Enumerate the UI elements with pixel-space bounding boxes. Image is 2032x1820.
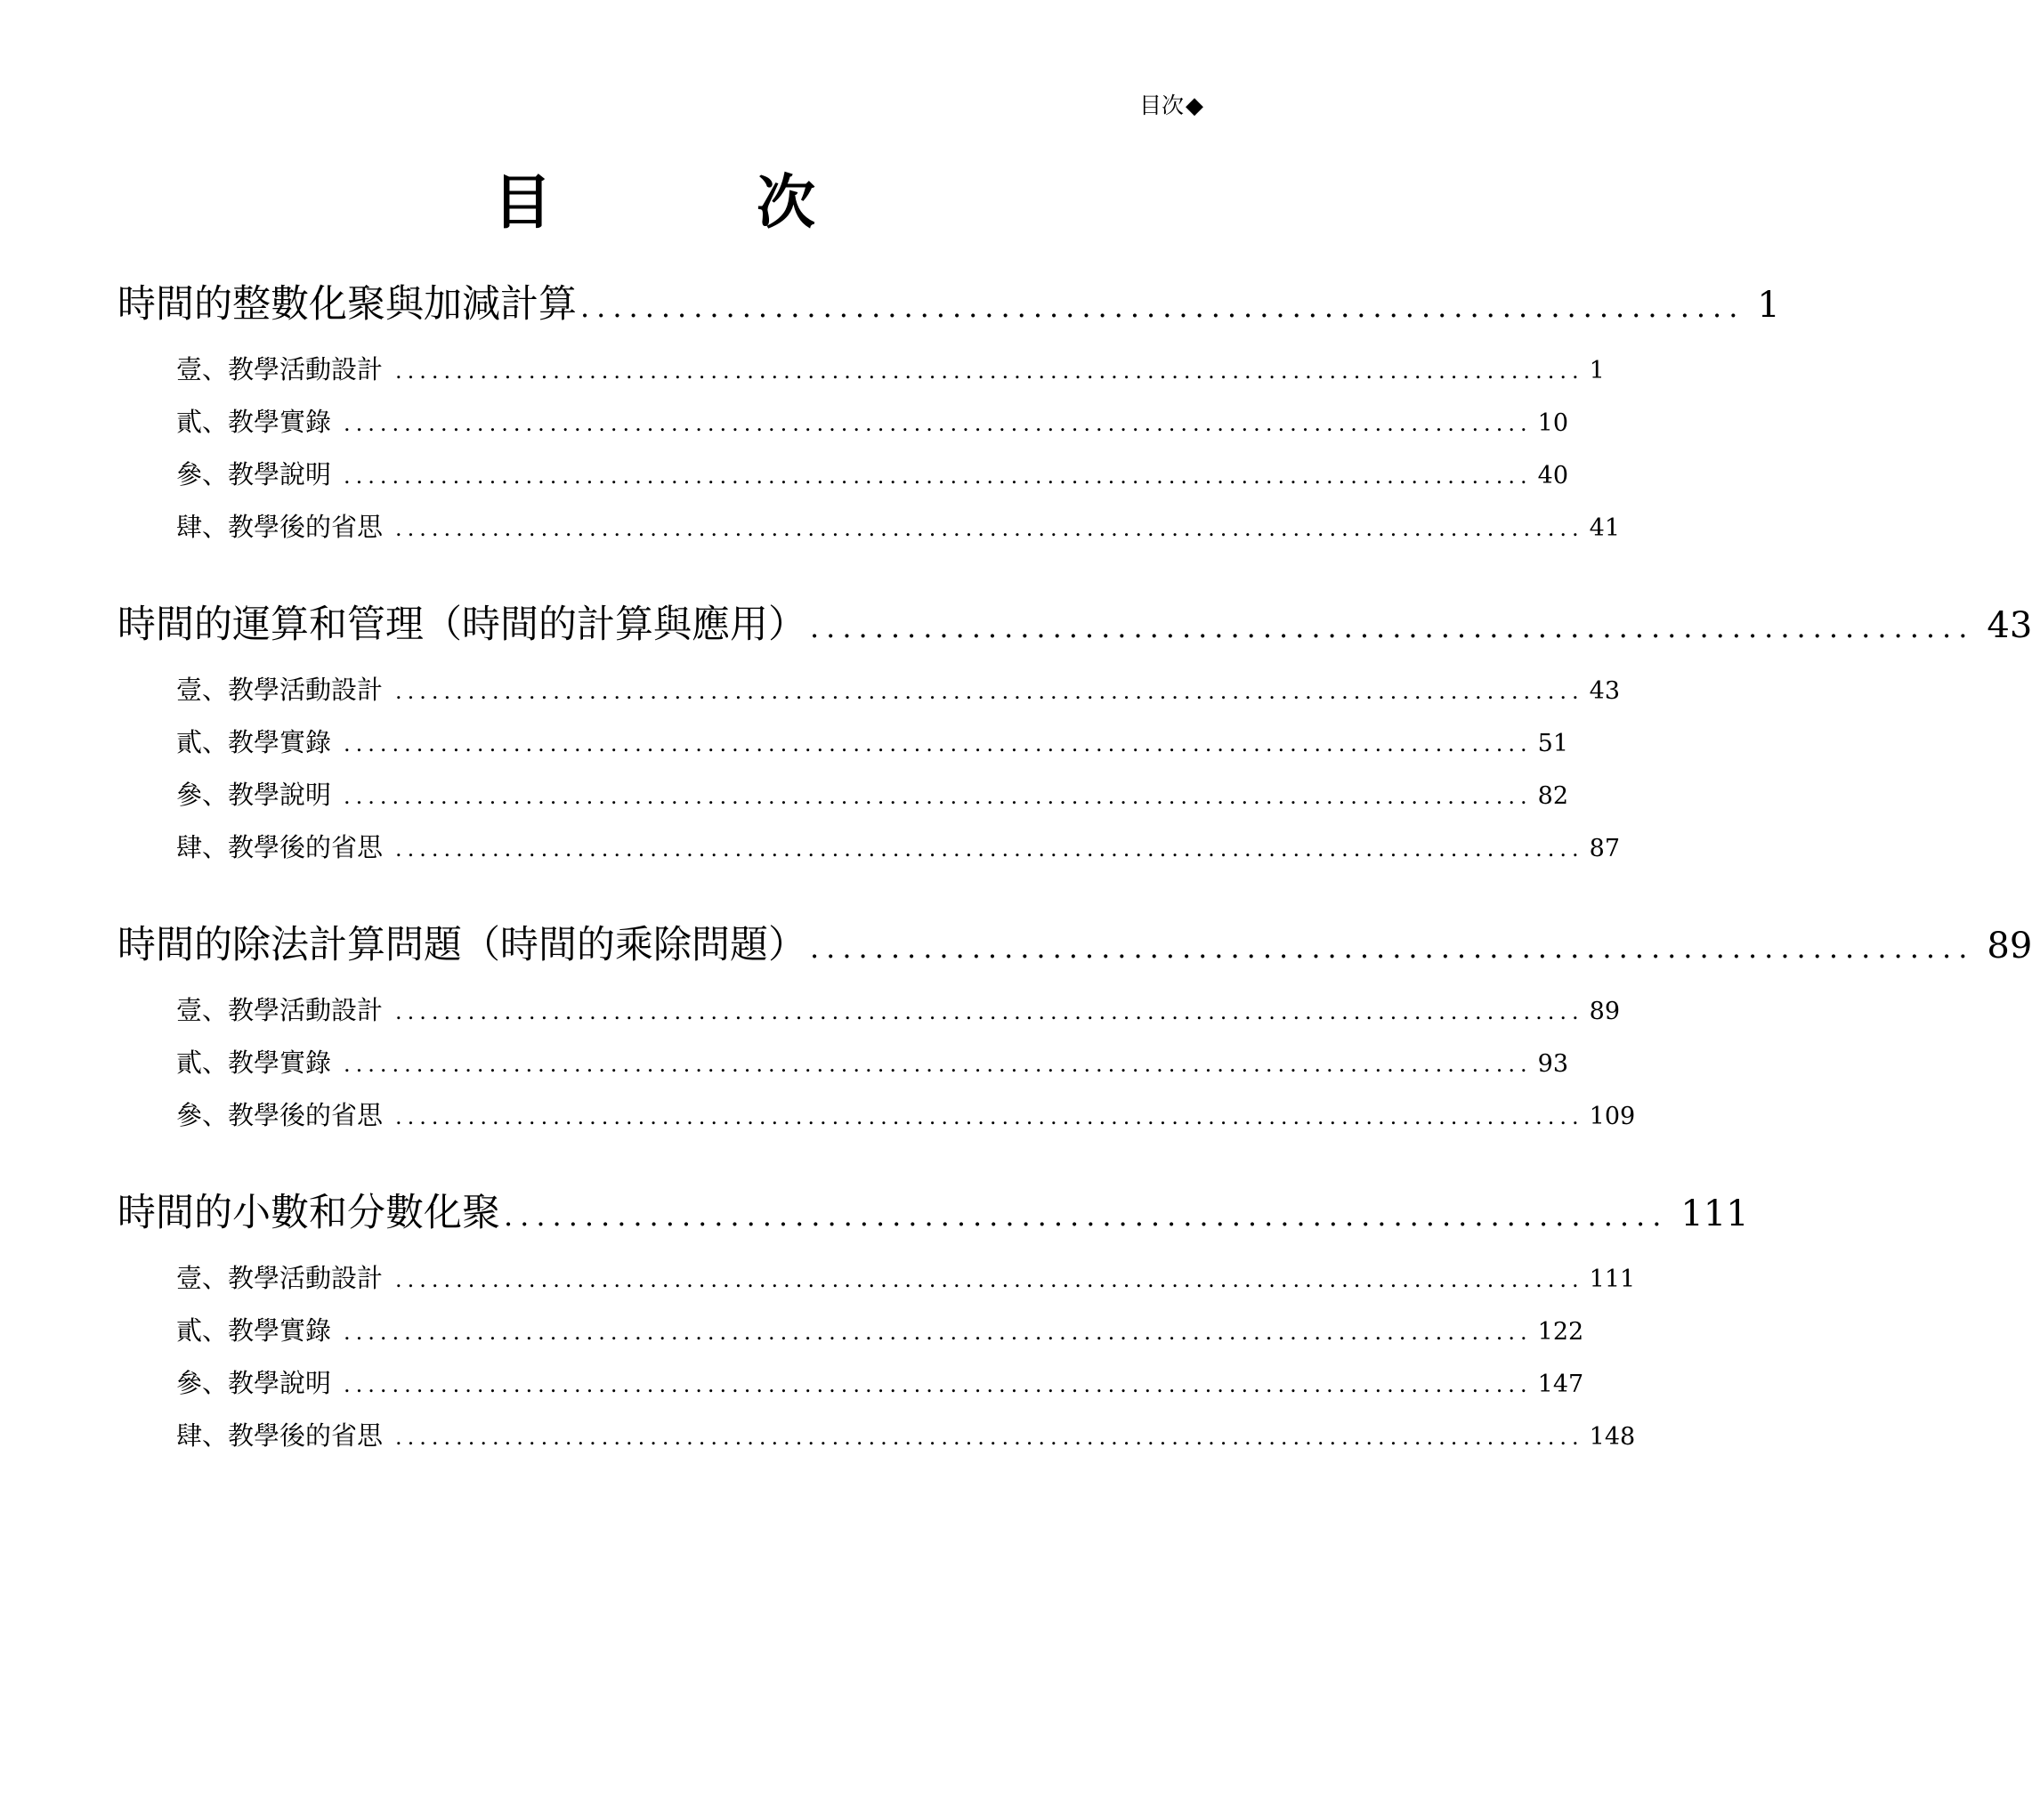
toc-entry-page: 89 bbox=[1589, 998, 1621, 1025]
dot-leader: .................................................................................................. bbox=[395, 679, 1584, 704]
toc-entry-page: 109 bbox=[1589, 1103, 1636, 1130]
dot-leader: ........................................................................ bbox=[504, 1199, 1669, 1233]
toc-entry-label: 肆、教學後的省思 bbox=[176, 512, 384, 542]
dot-leader: .................................................................................................. bbox=[395, 1267, 1584, 1292]
toc-entry-row[interactable] bbox=[176, 396, 1569, 449]
toc-entry-row[interactable] bbox=[176, 984, 1621, 1037]
toc-entry-page: 93 bbox=[1537, 1050, 1569, 1078]
toc-entry-label: 參、教學說明 bbox=[176, 780, 332, 810]
toc-entry-label: 壹、教學活動設計 bbox=[176, 675, 384, 705]
toc-section bbox=[117, 596, 2032, 874]
toc-entry-row[interactable] bbox=[176, 344, 1605, 396]
toc-section bbox=[117, 1185, 1749, 1462]
toc-chapter-row[interactable] bbox=[117, 917, 2032, 974]
toc-chapter-page: 43 bbox=[1987, 605, 2032, 646]
section-gap bbox=[117, 874, 1186, 917]
toc-section bbox=[117, 917, 2032, 1142]
toc-chapter-title: 時間的小數和分數化聚 bbox=[117, 1191, 500, 1235]
toc-chapter-title: 時間的整數化聚與加減計算 bbox=[117, 282, 577, 327]
toc-entry-page: 87 bbox=[1589, 835, 1621, 862]
dot-leader: .................................................................................................. bbox=[395, 1104, 1584, 1129]
toc-entry-label: 肆、教學後的省思 bbox=[176, 1420, 384, 1451]
toc-entry-label: 參、教學後的省思 bbox=[176, 1100, 384, 1130]
toc-entry-label: 貳、教學實錄 bbox=[176, 727, 332, 757]
dot-leader: .................................................................................................. bbox=[395, 516, 1584, 541]
dot-leader: .................................................................................................. bbox=[395, 837, 1584, 861]
dot-leader: .................................................................................................. bbox=[344, 732, 1533, 756]
toc-entry-page: 111 bbox=[1589, 1266, 1636, 1293]
toc-entry-row[interactable] bbox=[176, 1252, 1636, 1305]
toc-entry-label: 貳、教學實錄 bbox=[176, 407, 332, 437]
table-of-contents bbox=[117, 276, 2032, 1462]
toc-entries bbox=[117, 664, 1621, 874]
toc-entry-page: 122 bbox=[1537, 1318, 1584, 1346]
toc-entry-page: 1 bbox=[1589, 357, 1605, 384]
toc-entry-row[interactable] bbox=[176, 769, 1569, 821]
toc-chapter-page: 89 bbox=[1987, 926, 2032, 967]
toc-entries bbox=[117, 344, 1621, 554]
toc-entry-label: 貳、教學實錄 bbox=[176, 1048, 332, 1078]
toc-entry-label: 參、教學說明 bbox=[176, 459, 332, 489]
running-header-title: 目次 bbox=[1138, 93, 1184, 118]
dot-leader: ........................................................................ bbox=[580, 290, 1745, 324]
dot-leader: ........................................................................ bbox=[810, 611, 1975, 644]
running-header bbox=[1139, 93, 1203, 119]
dot-leader: .................................................................................................. bbox=[344, 1372, 1533, 1397]
toc-chapter-row[interactable] bbox=[117, 596, 2032, 653]
toc-entry-row[interactable] bbox=[176, 664, 1621, 716]
section-gap bbox=[117, 1142, 1186, 1185]
toc-chapter-title: 時間的運算和管理（時間的計算與應用） bbox=[117, 603, 806, 647]
dot-leader: .................................................................................................. bbox=[344, 464, 1533, 489]
dot-leader: .................................................................................................. bbox=[344, 1320, 1533, 1345]
toc-chapter-row[interactable] bbox=[117, 276, 1780, 333]
toc-entry-page: 147 bbox=[1537, 1371, 1584, 1398]
dot-leader: .................................................................................................. bbox=[344, 1052, 1533, 1077]
toc-entry-label: 壹、教學活動設計 bbox=[176, 1263, 384, 1293]
toc-entry-label: 貳、教學實錄 bbox=[176, 1315, 332, 1346]
toc-entry-page: 51 bbox=[1537, 730, 1569, 757]
toc-entry-label: 壹、教學活動設計 bbox=[176, 354, 384, 384]
toc-entry-label: 肆、教學後的省思 bbox=[176, 832, 384, 862]
dot-leader: ........................................................................ bbox=[810, 931, 1975, 965]
dot-leader: .................................................................................................. bbox=[395, 1425, 1584, 1450]
toc-entry-page: 10 bbox=[1537, 409, 1569, 437]
toc-entry-page: 40 bbox=[1537, 462, 1569, 489]
toc-entry-page: 148 bbox=[1589, 1423, 1636, 1451]
toc-entry-row[interactable] bbox=[176, 1305, 1584, 1357]
toc-entry-row[interactable] bbox=[176, 1037, 1569, 1089]
toc-entry-page: 43 bbox=[1589, 677, 1621, 705]
toc-entry-row[interactable] bbox=[176, 1089, 1636, 1142]
toc-chapter-row[interactable] bbox=[117, 1185, 1749, 1242]
toc-entry-row[interactable] bbox=[176, 449, 1569, 501]
toc-entries bbox=[117, 984, 1636, 1142]
toc-entry-row[interactable] bbox=[176, 1410, 1636, 1462]
toc-chapter-page: 111 bbox=[1680, 1193, 1749, 1234]
toc-entries bbox=[117, 1252, 1636, 1462]
toc-entry-row[interactable] bbox=[176, 501, 1621, 554]
section-gap bbox=[117, 554, 1186, 596]
toc-entry-row[interactable] bbox=[176, 1357, 1584, 1410]
dot-leader: .................................................................................................. bbox=[344, 784, 1533, 809]
toc-entry-row[interactable] bbox=[176, 821, 1621, 874]
dot-leader: .................................................................................................. bbox=[395, 999, 1584, 1024]
toc-entry-page: 41 bbox=[1589, 514, 1621, 542]
toc-chapter-title: 時間的除法計算問題（時間的乘除問題） bbox=[117, 923, 806, 967]
toc-section bbox=[117, 276, 1780, 554]
toc-entry-page: 82 bbox=[1537, 782, 1569, 810]
toc-entry-row[interactable] bbox=[176, 716, 1569, 769]
toc-chapter-page: 1 bbox=[1757, 285, 1780, 326]
toc-entry-label: 參、教學說明 bbox=[176, 1368, 332, 1398]
page-title: 目 次 bbox=[493, 168, 888, 237]
dot-leader: .................................................................................................. bbox=[395, 359, 1584, 384]
diamond-icon: ◆ bbox=[1186, 93, 1203, 119]
toc-entry-label: 壹、教學活動設計 bbox=[176, 995, 384, 1025]
dot-leader: .................................................................................................. bbox=[344, 411, 1533, 436]
